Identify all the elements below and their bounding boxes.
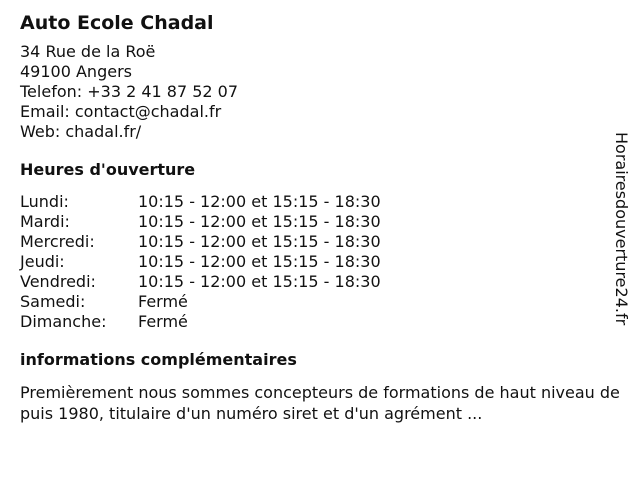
hours-day-label: Samedi: xyxy=(20,292,86,311)
hours-time: 10:15 - 12:00 et 15:15 - 18:30 xyxy=(138,192,381,211)
hours-day-label: Vendredi: xyxy=(20,272,96,291)
street-address: 34 Rue de la Roë xyxy=(20,42,156,61)
hours-day-label: Dimanche: xyxy=(20,312,107,331)
hours-day-label: Lundi: xyxy=(20,192,69,211)
business-card xyxy=(20,10,620,424)
hours-time: Fermé xyxy=(138,312,188,331)
hours-row-wednesday xyxy=(20,232,610,252)
website: Web: chadal.fr/ xyxy=(20,122,142,141)
hours-row-friday xyxy=(20,272,610,292)
city-address: 49100 Angers xyxy=(20,62,132,81)
hours-day-label: Mercredi: xyxy=(20,232,95,251)
hours-row-monday xyxy=(20,192,610,212)
hours-heading: Heures d'ouverture xyxy=(20,160,196,179)
email-address: Email: contact@chadal.fr xyxy=(20,102,222,121)
hours-table xyxy=(20,192,610,332)
hours-time: 10:15 - 12:00 et 15:15 - 18:30 xyxy=(138,232,381,251)
hours-row-saturday xyxy=(20,292,610,312)
info-description: Premièrement nous sommes concepteurs de formations de haut niveau depuis 1980, titulaire d'un numéro siret et d'un agrément ... xyxy=(20,383,620,423)
hours-row-sunday xyxy=(20,312,610,332)
hours-time: 10:15 - 12:00 et 15:15 - 18:30 xyxy=(138,272,381,291)
address-block xyxy=(20,42,610,142)
hours-time: 10:15 - 12:00 et 15:15 - 18:30 xyxy=(138,212,381,231)
hours-row-thursday xyxy=(20,252,610,272)
hours-day-label: Jeudi: xyxy=(20,252,65,271)
hours-time: 10:15 - 12:00 et 15:15 - 18:30 xyxy=(138,252,381,271)
business-name: Auto Ecole Chadal xyxy=(20,12,214,34)
hours-time: Fermé xyxy=(138,292,188,311)
site-watermark: Horairesdouverture24.fr xyxy=(612,132,631,326)
hours-row-tuesday xyxy=(20,212,610,232)
hours-day-label: Mardi: xyxy=(20,212,70,231)
info-heading: informations complémentaires xyxy=(20,350,297,369)
phone-number: Telefon: +33 2 41 87 52 07 xyxy=(20,82,239,101)
